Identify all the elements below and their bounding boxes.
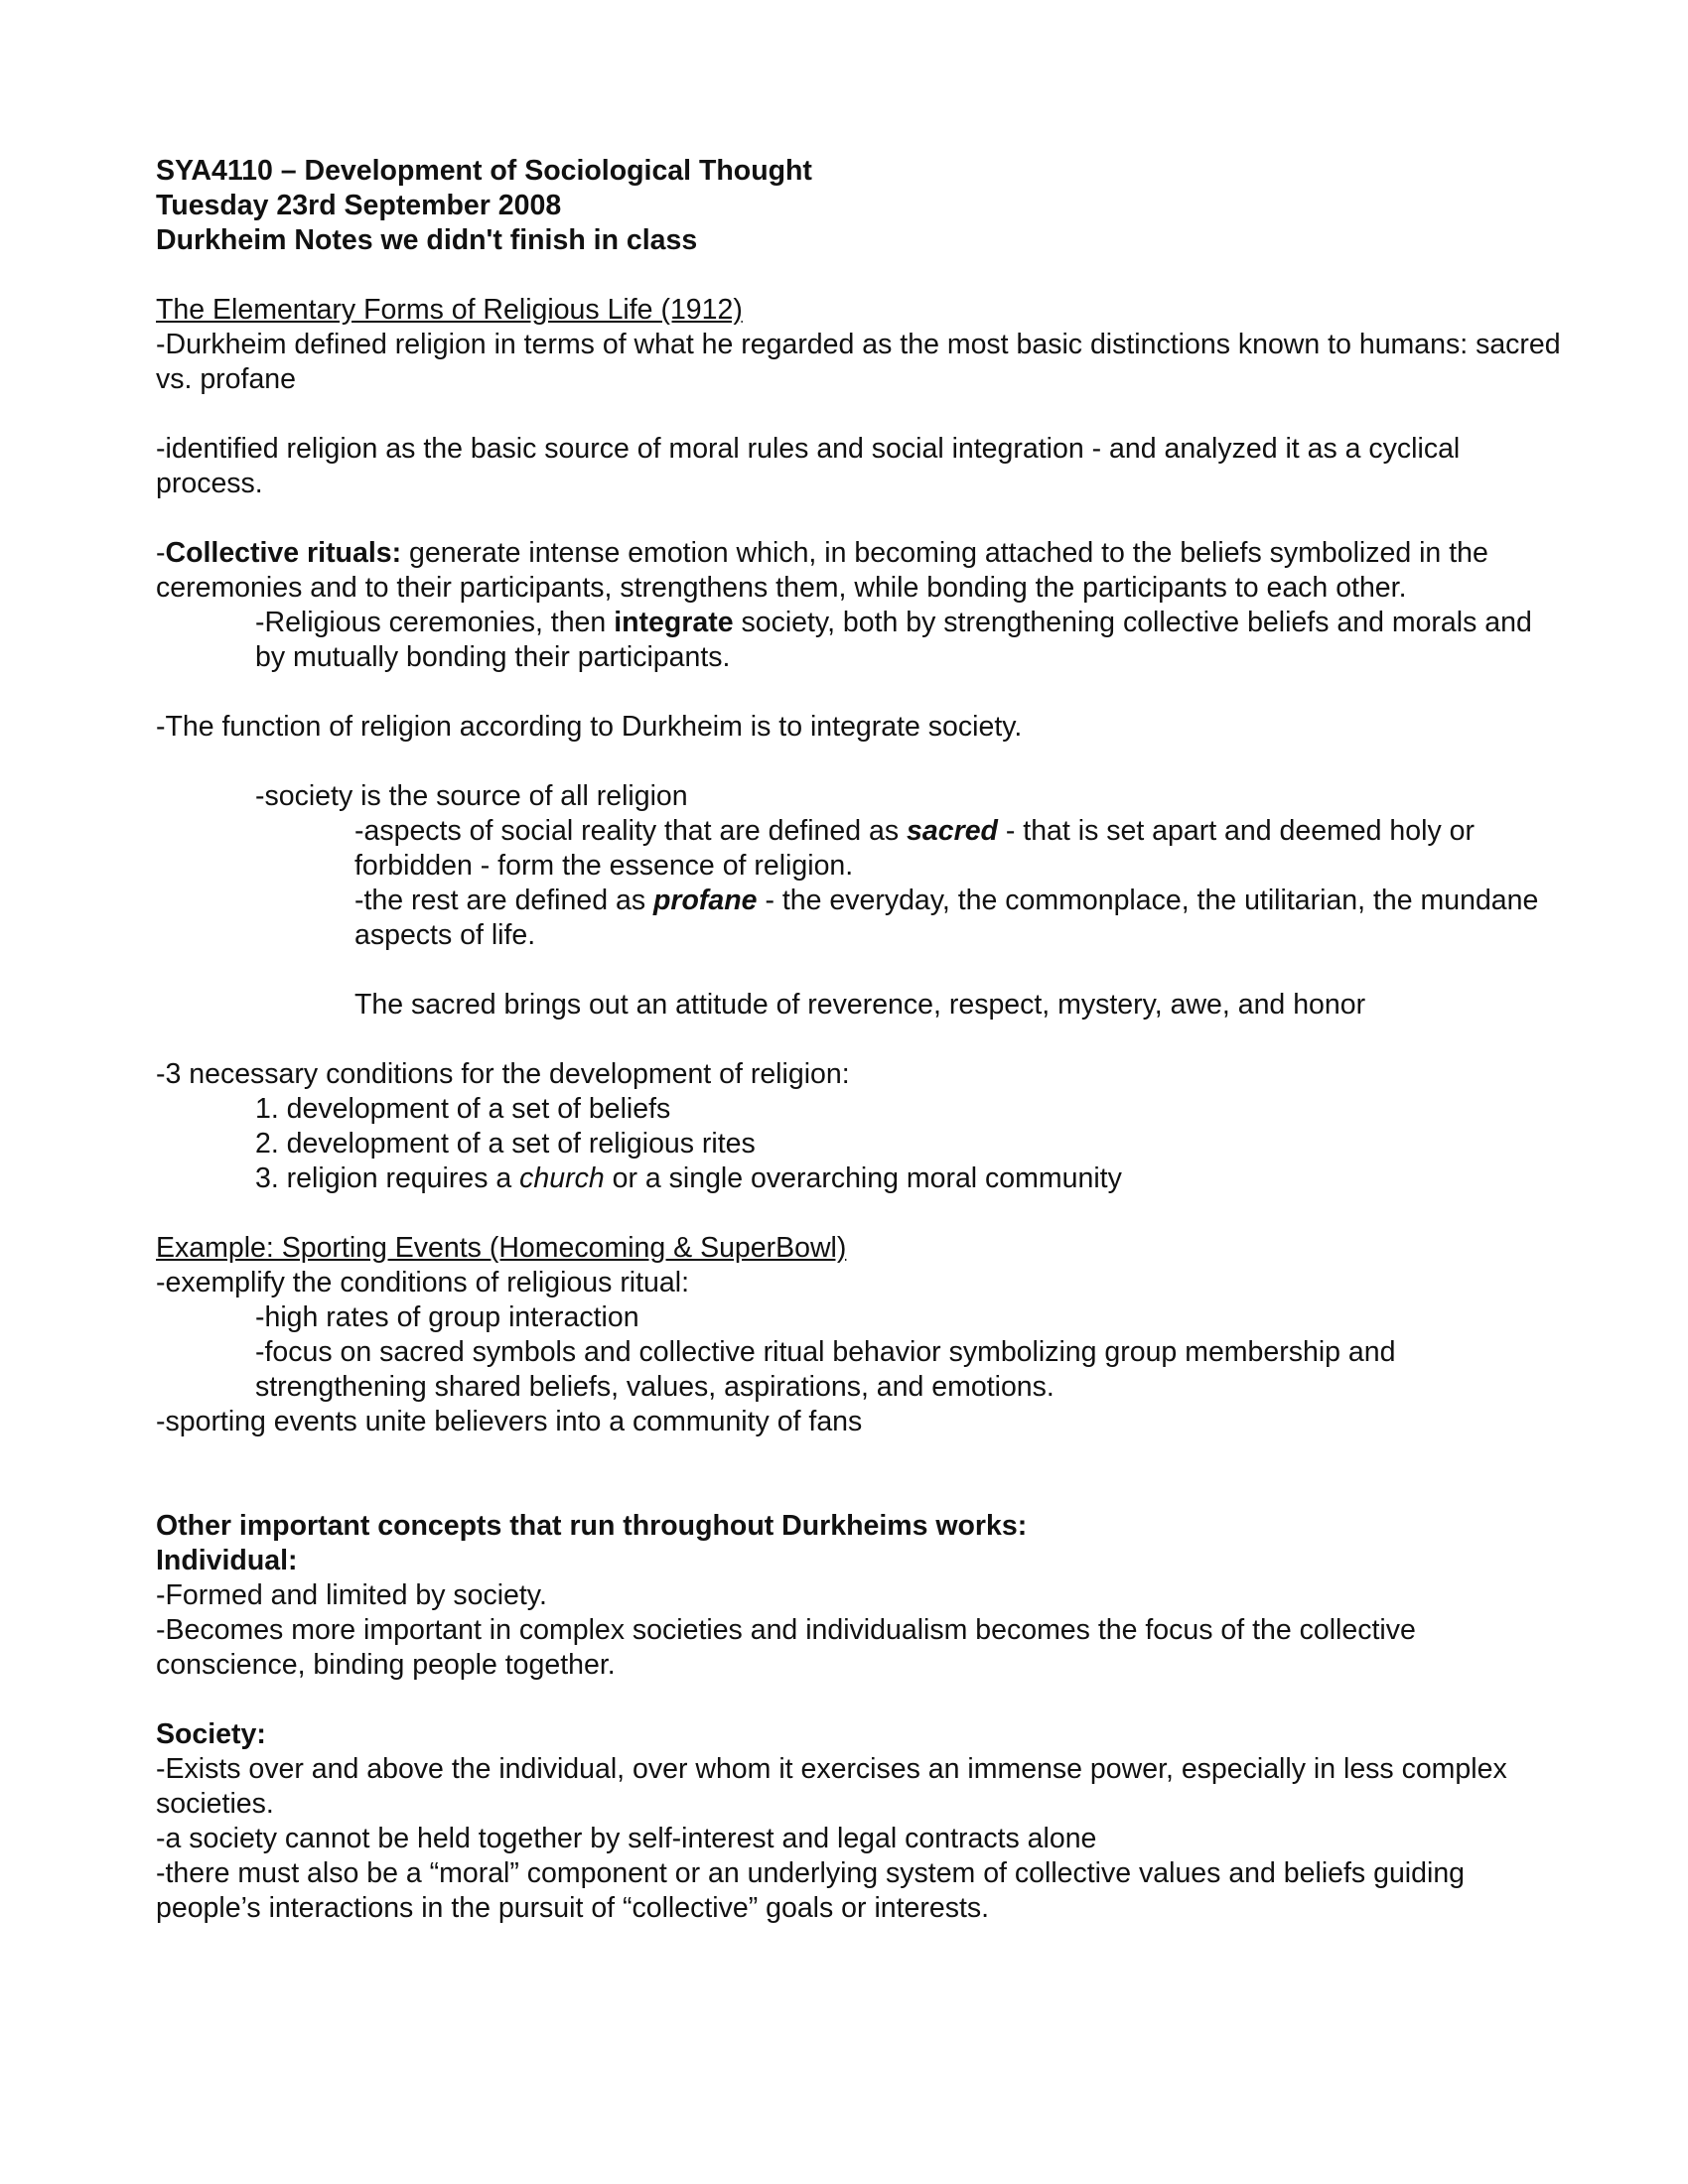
- paragraph-sacred-attitude: The sacred brings out an attitude of reverence, respect, mystery, awe, and honor: [354, 989, 1366, 1021]
- example-item-2: -focus on sacred symbols and collective ritual behavior symbolizing group membership and strengthening shared beliefs, values, aspirations, and emotions.: [255, 1336, 1396, 1403]
- profane-text-a: -the rest are defined as: [354, 885, 654, 916]
- paragraph-sacred: [156, 814, 1566, 884]
- condition-3-text-b: or a single overarching moral community: [604, 1162, 1122, 1194]
- course-title: SYA4110 – Development of Sociological Thought: [156, 155, 812, 187]
- church-term: church: [519, 1162, 605, 1194]
- section-heading-example: Example: Sporting Events (Homecoming & SuperBowl): [156, 1232, 847, 1264]
- section-heading-elementary-forms: The Elementary Forms of Religious Life (1912): [156, 294, 743, 326]
- concepts-heading: Other important concepts that run throughout Durkheims works:: [156, 1510, 1028, 1542]
- paragraph-society-source: -society is the source of all religion: [255, 780, 688, 812]
- sacred-term: sacred: [907, 815, 998, 847]
- sacred-text-a: -aspects of social reality that are defined as: [354, 815, 908, 847]
- collective-rituals-term: Collective rituals:: [165, 537, 402, 569]
- example-intro: -exemplify the conditions of religious ritual:: [156, 1267, 690, 1298]
- individual-heading: Individual:: [156, 1545, 298, 1576]
- ceremonies-text-b: society, both by strengthening collective beliefs and morals and by mutually bonding their participants.: [255, 607, 1532, 673]
- individual-point-2: -Becomes more important in complex societies and individualism becomes the focus of the collective conscience, binding people together.: [156, 1614, 1416, 1681]
- condition-3-text-a: 3. religion requires a: [255, 1162, 520, 1194]
- notes-subtitle: Durkheim Notes we didn't finish in class: [156, 224, 698, 256]
- society-point-3: -there must also be a “moral” component or an underlying system of collective values and beliefs guiding people’s interactions in the pursuit of “collective” goals or interests.: [156, 1857, 1466, 1924]
- conditions-intro: -3 necessary conditions for the development of religion:: [156, 1058, 850, 1090]
- collective-rituals-text: generate intense emotion which, in becoming attached to the beliefs symbolized in the ceremonies and to their participants, strengthens them, while bonding the participants to each other.: [156, 537, 1488, 604]
- condition-item-1: 1. development of a set of beliefs: [255, 1093, 671, 1125]
- document-page: [156, 154, 1566, 1926]
- collective-rituals-lead: -: [156, 537, 166, 569]
- society-point-1: -Exists over and above the individual, over whom it exercises an immense power, especially in less complex societies.: [156, 1753, 1507, 1820]
- paragraph-profane: [156, 884, 1566, 953]
- paragraph-religion-definition: -Durkheim defined religion in terms of what he regarded as the most basic distinctions known to humans: sacred vs. profane: [156, 329, 1561, 395]
- paragraph-function-of-religion: -The function of religion according to Durkheim is to integrate society.: [156, 711, 1023, 743]
- ceremonies-text-a: -Religious ceremonies, then: [255, 607, 615, 638]
- condition-item-3: [156, 1161, 1566, 1196]
- individual-point-1: -Formed and limited by society.: [156, 1579, 547, 1611]
- paragraph-collective-rituals: [156, 536, 1566, 606]
- society-heading: Society:: [156, 1718, 266, 1750]
- paragraph-ceremonies-integrate: [156, 606, 1566, 675]
- lecture-date: Tuesday 23rd September 2008: [156, 190, 562, 221]
- profane-text-b: - the everyday, the commonplace, the utilitarian, the mundane aspects of life.: [354, 885, 1539, 951]
- paragraph-moral-rules: -identified religion as the basic source of moral rules and social integration - and analyzed it as a cyclical process.: [156, 433, 1461, 499]
- profane-term: profane: [653, 885, 758, 916]
- sacred-text-b: - that is set apart and deemed holy or forbidden - form the essence of religion.: [354, 815, 1475, 882]
- example-item-1: -high rates of group interaction: [255, 1301, 639, 1333]
- example-closing: -sporting events unite believers into a community of fans: [156, 1406, 863, 1437]
- society-point-2: -a society cannot be held together by self-interest and legal contracts alone: [156, 1823, 1097, 1854]
- integrate-term: integrate: [614, 607, 734, 638]
- condition-item-2: 2. development of a set of religious rites: [255, 1128, 756, 1160]
